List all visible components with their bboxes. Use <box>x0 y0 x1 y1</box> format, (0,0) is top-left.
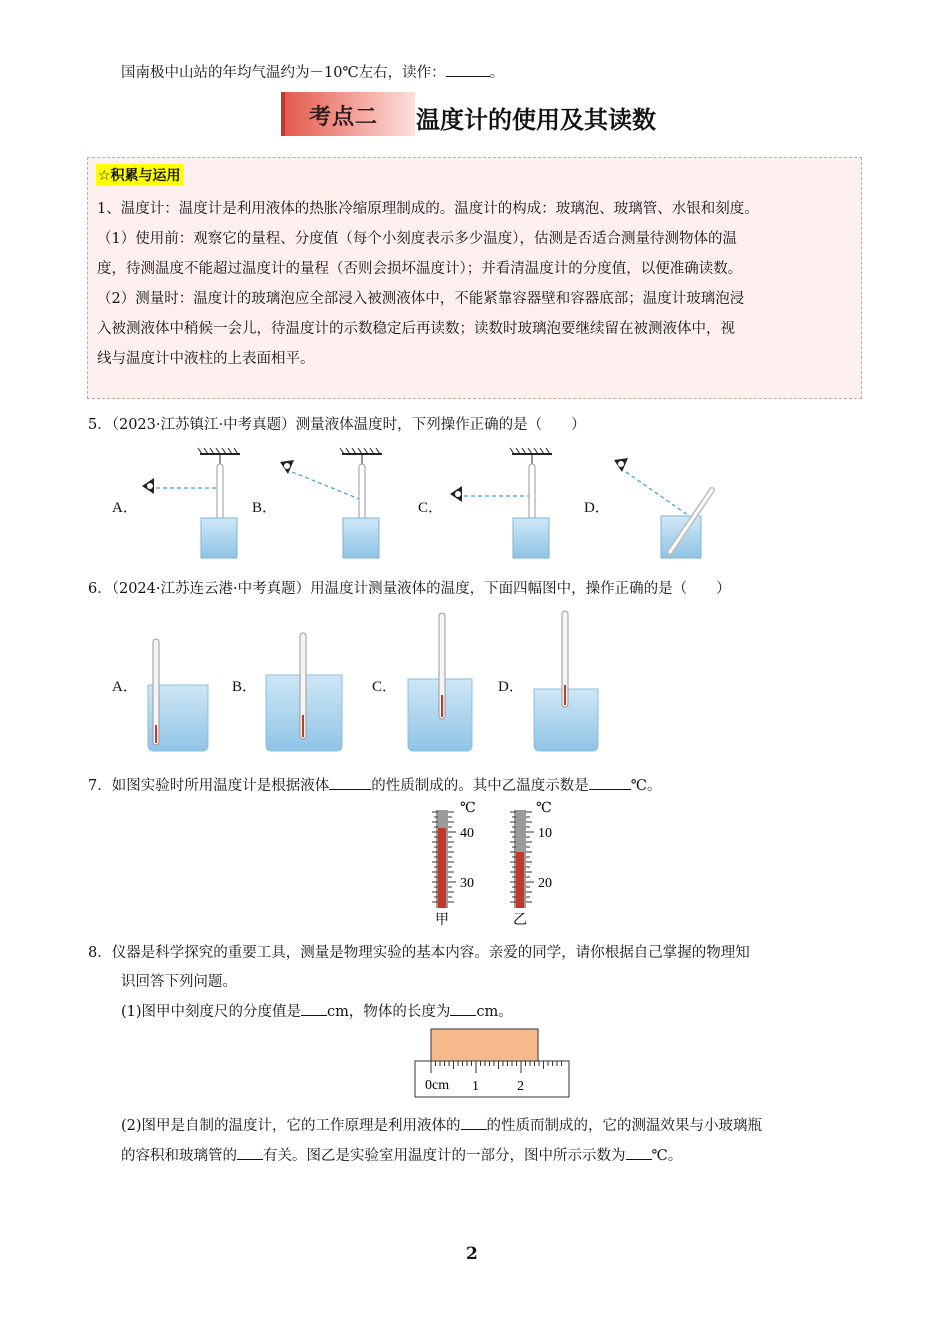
q8-sub1-a: (1)图甲中刻度尺的分度值是 <box>121 1004 302 1020</box>
intro-line <box>121 61 504 82</box>
q7-blank-2[interactable] <box>589 775 631 791</box>
q8-sub2-e: ℃。 <box>651 1148 683 1164</box>
q8-blank-2[interactable] <box>450 1001 476 1017</box>
q7-part3: ℃。 <box>630 778 662 794</box>
ruler-label-2: 2 <box>517 1079 524 1094</box>
q8-blank-4[interactable] <box>237 1145 263 1161</box>
q5-option-d[interactable]: D． <box>584 500 610 516</box>
jia-label-lower: 30 <box>460 876 474 891</box>
ruler-label-0: 0cm <box>425 1078 450 1093</box>
page-number: 2 <box>466 1244 478 1264</box>
q8-blank-3[interactable] <box>461 1115 487 1131</box>
question-8-line-2: 识回答下列问题。 <box>121 974 237 990</box>
jia-label-upper: 40 <box>460 826 474 841</box>
q7-blank-1[interactable] <box>329 775 371 791</box>
yi-label-upper: 10 <box>538 826 552 841</box>
q5-figures <box>130 440 750 565</box>
q7-part2: 的性质制成的。其中乙温度示数是 <box>371 778 589 794</box>
q5-option-b[interactable]: B． <box>252 500 278 516</box>
eye-icon <box>142 478 154 494</box>
q5-option-a[interactable]: A． <box>112 500 138 516</box>
yi-label-lower: 20 <box>538 876 552 891</box>
q5-fig-c <box>450 448 552 558</box>
question-8-line-1: 8．仪器是科学探究的重要工具，测量是物理实验的基本内容。亲爱的同学，请你根据自己掌握的物理知 <box>88 945 750 961</box>
q8-sub1-c: cm。 <box>476 1004 513 1020</box>
section-badge <box>281 92 415 136</box>
knowledge-line-3: 度，待测温度不能超过温度计的量程（否则会损坏温度计）；并看清温度计的分度值，以便准确读数。 <box>97 261 743 277</box>
question-6-text: 6．（2024·江苏连云港·中考真题）用温度计测量液体的温度，下面四幅图中，操作正确的是（ ） <box>88 581 731 597</box>
knowledge-line-4: （2）测量时：温度计的玻璃泡应全部浸入被测液体中，不能紧靠容器壁和容器底部；温度计玻璃泡浸 <box>97 291 745 307</box>
q8-sub2-line1 <box>121 1114 762 1135</box>
q6-option-c[interactable]: C． <box>372 679 398 695</box>
intro-end: 。 <box>489 65 505 81</box>
question-5-text: 5．（2023·江苏镇江·中考真题）测量液体温度时，下列操作正确的是（ ） <box>88 417 586 433</box>
q6-option-d[interactable]: D． <box>498 679 524 695</box>
knowledge-line-6: 线与温度计中液柱的上表面相平。 <box>97 351 315 367</box>
ruler-label-1: 1 <box>472 1079 479 1094</box>
q8-sub2-d: 有关。图乙是实验室用温度计的一部分，图中所示示数为 <box>263 1148 626 1164</box>
q6-figures <box>140 605 610 755</box>
q7-thermometers <box>420 798 570 930</box>
question-7-text <box>88 774 661 795</box>
yi-unit: ℃ <box>536 801 552 816</box>
q7-part1: 7．如图实验时所用温度计是根据液体 <box>88 778 330 794</box>
thermometer-yi <box>510 801 552 928</box>
q8-sub2-line2 <box>121 1144 682 1165</box>
knowledge-line-5: 入被测液体中稍候一会儿，待温度计的示数稳定后再读数；读数时玻璃泡要继续留在被测液体中，视 <box>97 321 735 337</box>
q6-fig-c <box>408 613 472 751</box>
knowledge-tag: ☆积累与运用 <box>96 164 183 186</box>
intro-text: 国南极中山站的年均气温约为－10℃左右，读作： <box>121 65 446 81</box>
q8-sub1 <box>121 1000 513 1021</box>
thermometer-jia <box>432 801 476 928</box>
section-title: 温度计的使用及其读数 <box>416 106 656 134</box>
knowledge-line-2: （1）使用前：观察它的量程、分度值（每个小刻度表示多少温度），估测是否适合测量待测物体的温 <box>97 231 737 247</box>
q8-blank-5[interactable] <box>626 1145 652 1161</box>
ruler-figure <box>413 1027 573 1099</box>
q8-sub2-a: (2)图甲是自制的温度计，它的工作原理是利用液体的 <box>121 1118 461 1134</box>
q5-fig-d <box>614 458 712 558</box>
section-badge-label: 考点二 <box>309 105 379 130</box>
answer-blank[interactable] <box>446 62 490 78</box>
q5-option-c[interactable]: C． <box>418 500 444 516</box>
q8-sub1-b: cm，物体的长度为 <box>327 1004 451 1020</box>
knowledge-line-1: 1、温度计：温度计是利用液体的热胀冷缩原理制成的。温度计的构成：玻璃泡、玻璃管、水银和刻度。 <box>97 201 759 217</box>
q8-sub2-b: 的性质而制成的，它的测温效果与小玻璃瓶 <box>486 1118 763 1134</box>
q8-sub2-c: 的容积和玻璃管的 <box>121 1148 237 1164</box>
yi-name: 乙 <box>513 913 527 928</box>
q5-fig-a <box>142 448 240 558</box>
q6-fig-d <box>534 611 598 751</box>
q6-option-a[interactable]: A． <box>112 679 138 695</box>
eye-icon <box>614 458 628 472</box>
q6-fig-a <box>148 639 208 751</box>
q6-option-b[interactable]: B． <box>232 679 258 695</box>
eye-icon <box>280 460 294 474</box>
eye-icon <box>450 486 462 502</box>
q5-fig-b <box>280 448 382 558</box>
jia-name: 甲 <box>435 913 449 928</box>
q8-blank-1[interactable] <box>301 1001 327 1017</box>
q6-fig-b <box>266 633 342 751</box>
jia-unit: ℃ <box>460 801 476 816</box>
